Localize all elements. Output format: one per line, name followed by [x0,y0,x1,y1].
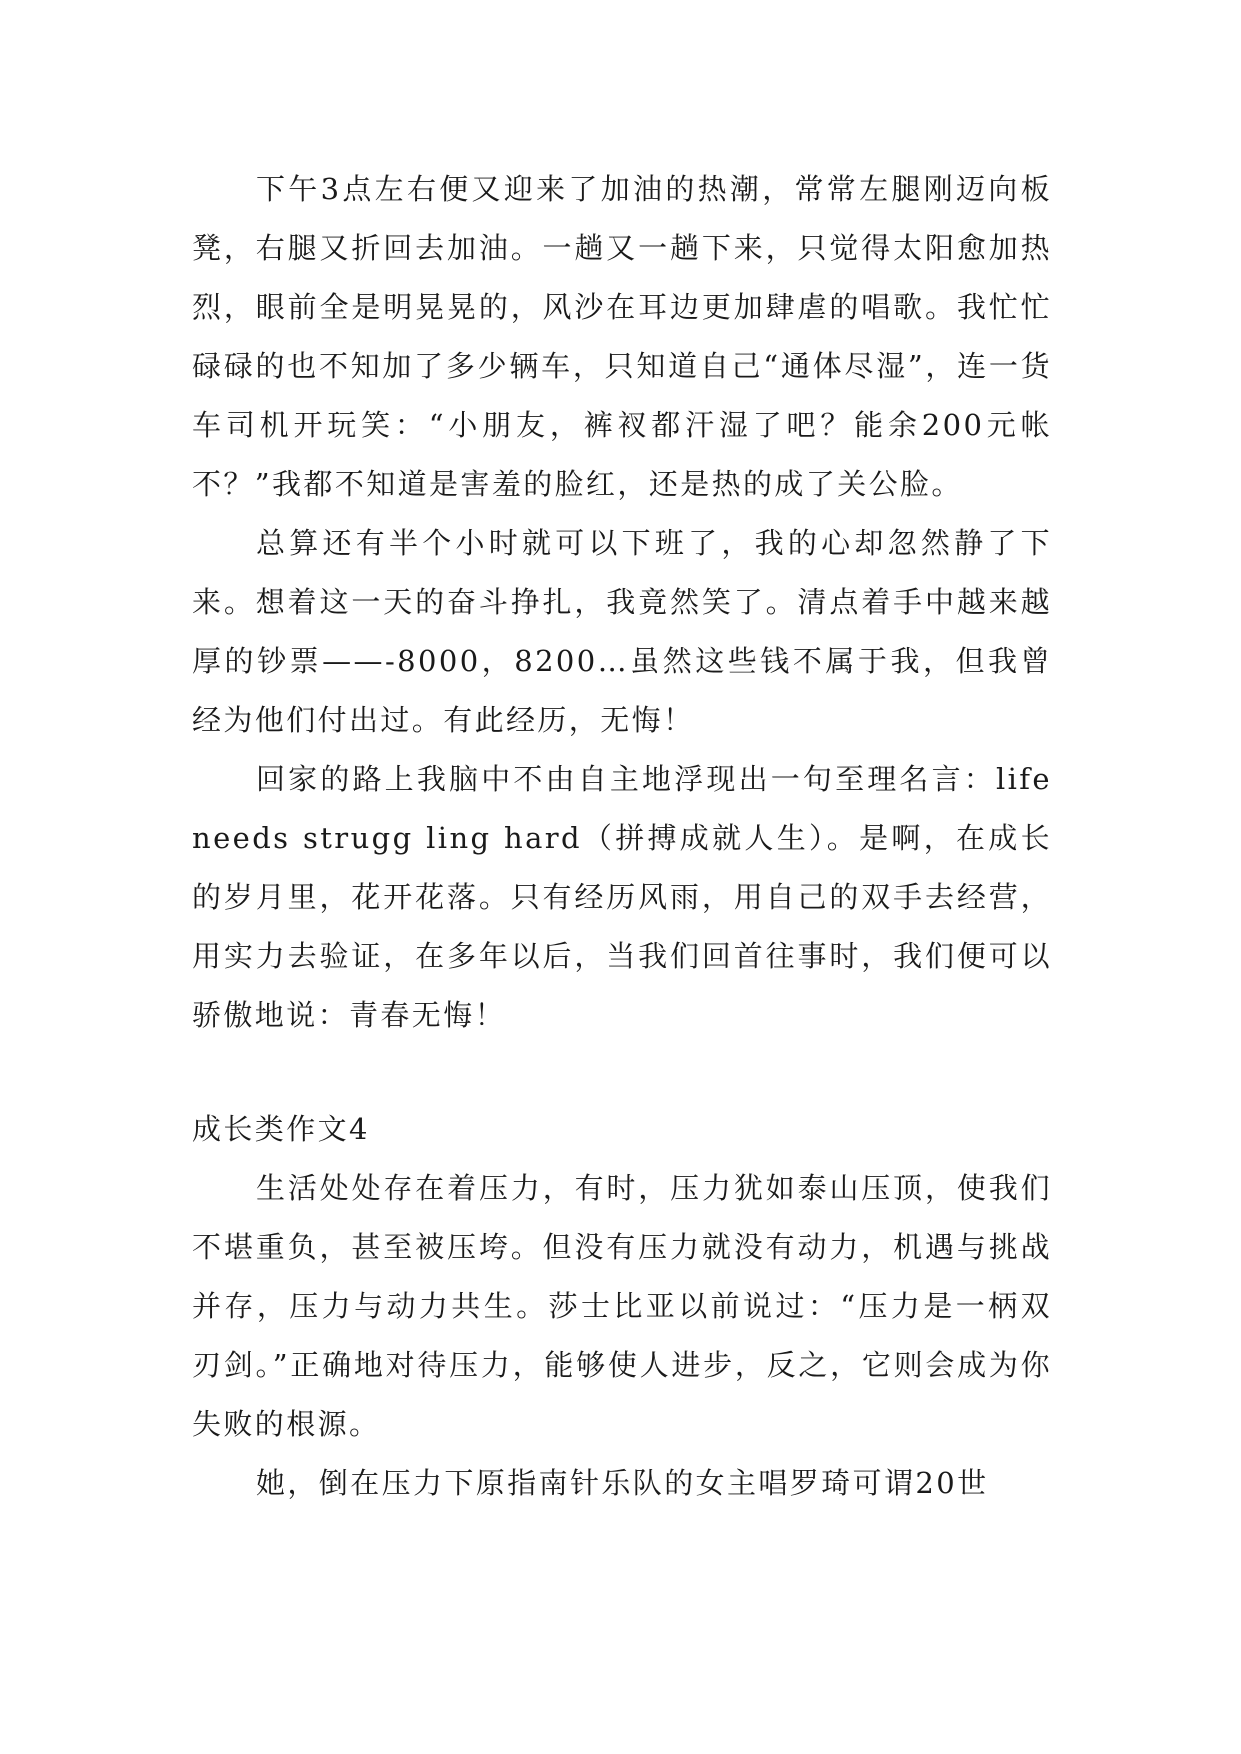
section-title: 成长类作文4 [192,1112,370,1146]
paragraph-gas-station-afternoon: 下午3点左右便又迎来了加油的热潮，常常左腿刚迈向板凳，右腿又折回去加油。一趟又一趟下来，只觉得太阳愈加热烈，眼前全是明晃晃的，风沙在耳边更加肆虐的唱歌。我忙忙碌碌的也不知加了多少辆车，只知道自己“通体尽湿”，连一货车司机开玩笑：“小朋友，裤衩都汗湿了吧？能余200元帐不？”我都不知道是害羞的脸红，还是热的成了关公脸。 [192,172,1052,501]
document-body [192,160,1052,1513]
paragraph-pressure-intro: 生活处处存在着压力，有时，压力犹如泰山压顶，使我们不堪重负，甚至被压垮。但没有压力就没有动力，机遇与挑战并存，压力与动力共生。莎士比亚以前说过：“压力是一柄双刃剑。”正确地对待压力，能够使人进步，反之，它则会成为你失败的根源。 [192,1171,1052,1441]
paragraph-luo-qi: 她，倒在压力下原指南针乐队的女主唱罗琦可谓20世 [256,1466,989,1500]
paragraph-end-of-shift: 总算还有半个小时就可以下班了，我的心却忽然静了下来。想着这一天的奋斗挣扎，我竟然笑了。清点着手中越来越厚的钞票——-8000，8200…虽然这些钱不属于我，但我曾经为他们付出过。有此经历，无悔！ [192,526,1052,737]
paragraph-way-home: 回家的路上我脑中不由自主地浮现出一句至理名言：life needs strugg ling hard（拼搏成就人生）。是啊，在成长的岁月里，花开花落。只有经历风雨，用自己的双手去经营，用实力去验证，在多年以后，当我们回首往事时，我们便可以骄傲地说：青春无悔！ [192,762,1052,1032]
